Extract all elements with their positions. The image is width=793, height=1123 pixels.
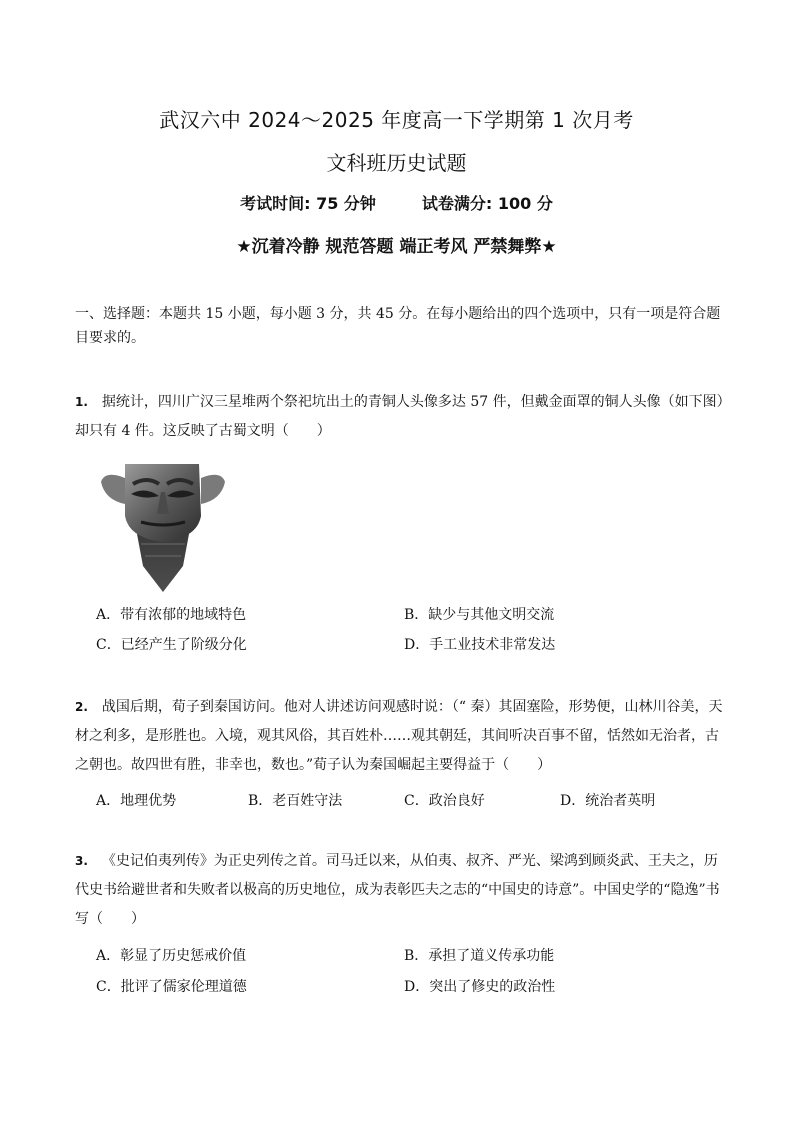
option-1c: C．已经产生了阶级分化: [96, 637, 247, 653]
exam-title: 武汉六中 2024～2025 年度高一下学期第 1 次月考: [159, 108, 634, 132]
option-2b: B．老百姓守法: [248, 793, 343, 809]
option-1a: A．带有浓郁的地域特色: [96, 607, 247, 623]
option-3d: D．突出了修史的政治性: [404, 979, 556, 995]
exam-full-score: 试卷满分: 100 分: [421, 194, 553, 213]
exam-info: [0, 191, 793, 214]
exam-motto: ★沉着冷静 规范答题 端正考风 严禁舞弊★: [236, 237, 557, 257]
option-3a: A．彰显了历史惩戒价值: [96, 948, 247, 964]
question-stem: 《史记伯夷列传》为正史列传之首。司马迁以来，从伯夷、叔齐、严光、梁鸿到顾炎武、王夫之，历代史书给避世者和失败者以极高的历史地位，成为表彰匹夫之志的“中国史的诗意”。中国史学的“隐逸”书写（ ）: [75, 853, 720, 927]
bronze-mask-icon: [97, 456, 227, 594]
option-3b: B．承担了道义传承功能: [404, 948, 555, 964]
bronze-mask-image: [97, 456, 227, 594]
question-1: [75, 388, 730, 446]
question-2: [75, 693, 730, 780]
option-2d: D．统治者英明: [560, 793, 656, 809]
option-2c: C．政治良好: [404, 793, 485, 809]
question-3: [75, 847, 730, 934]
option-1b: B．缺少与其他文明交流: [404, 607, 555, 623]
question-number: 2.: [75, 700, 88, 714]
exam-subtitle: 文科班历史试题: [326, 151, 467, 175]
option-2a: A．地理优势: [96, 793, 177, 809]
option-1d: D．手工业技术非常发达: [404, 637, 556, 653]
question-number: 1.: [75, 395, 88, 409]
section-heading: 一、选择题：本题共 15 小题，每小题 3 分，共 45 分。在每小题给出的四个选项中，只有一项是符合题目要求的。: [75, 306, 721, 346]
question-stem: 据统计，四川广汉三星堆两个祭祀坑出土的青铜人头像多达 57 件，但戴金面罩的铜人头像（如下图）却只有 4 件。这反映了古蜀文明（ ）: [75, 394, 724, 439]
exam-time: 考试时间: 75 分钟: [240, 194, 376, 213]
question-stem: 战国后期，荀子到秦国访问。他对人讲述访问观感时说：（“ 秦）其固塞险，形势便，山林川谷美，天材之利多，是形胜也。入境，观其风俗，其百姓朴……观其朝廷，其间听决百事不留，恬然如无治者，古之朝也。故四世有胜，非幸也，数也。”荀子认为秦国崛起主要得益于（ ）: [75, 699, 723, 773]
option-3c: C．批评了儒家伦理道德: [96, 979, 247, 995]
question-number: 3.: [75, 854, 88, 868]
